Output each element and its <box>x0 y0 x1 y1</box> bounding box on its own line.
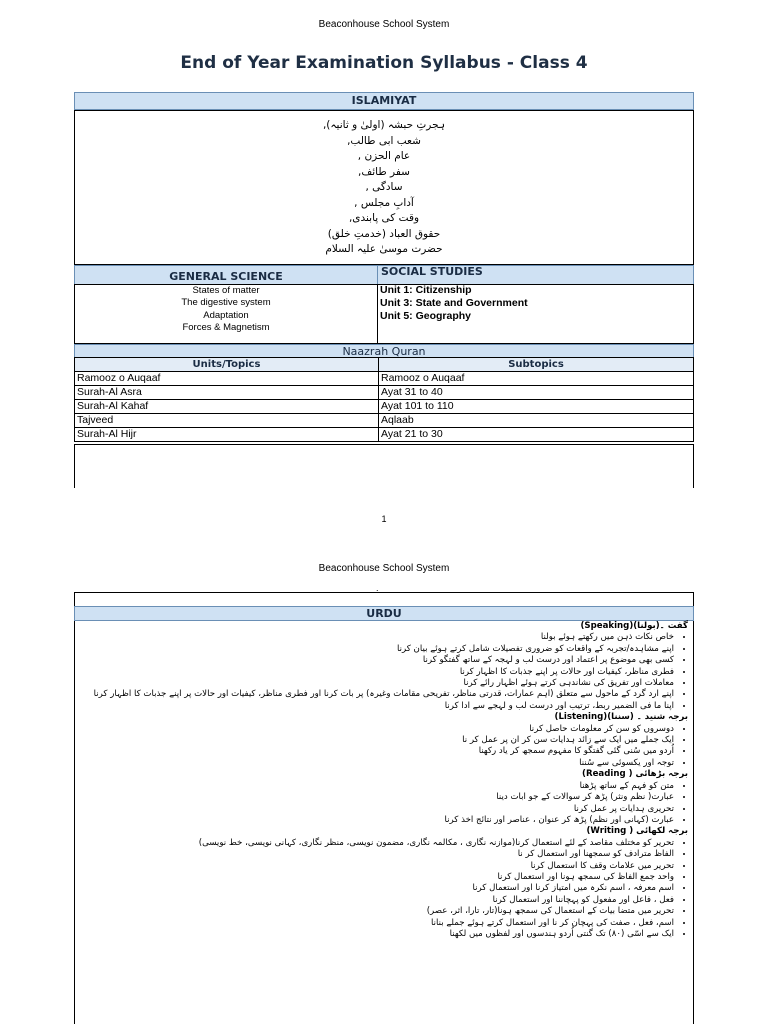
list-item: • توجہ اور یکسوئی سے سُننا <box>76 758 674 769</box>
list-item: • واحد جمع الفاظ کی سمجھ ہونا اور استعمال کرنا <box>76 872 674 883</box>
section-title-reading: برجہ بڑھائی ( Reading) <box>582 769 688 780</box>
list-item: • فطری مناظر، کیفیات اور حالات پر اپنے جذبات کا اظہار کرنا <box>76 667 674 678</box>
urdu-heading: URDU <box>74 606 694 621</box>
list-item: • اسم معرفہ ، اسم نکرہ میں امتیاز کرنا اور استعمال کرنا <box>76 883 674 894</box>
science-topic: Forces & Magnetism <box>182 321 270 333</box>
list-item: • فعل ، فاعل اور مفعول کو پہچاننا اور استعمال کرنا <box>76 895 674 906</box>
table-row <box>75 414 694 428</box>
social-topic: Unit 5: Geography <box>380 310 472 322</box>
table-row <box>75 428 694 442</box>
page-title: End of Year Examination Syllabus - Class 4 <box>180 53 588 73</box>
list-item: • تحریر میں علامات وقف کا استعمال کرنا <box>76 861 674 872</box>
list-item: • عبارت (کہانی اور نظم) پڑھ کر عنوان ، عناصر اور نتائج اخذ کرنا <box>76 815 674 826</box>
list-writing <box>76 838 688 941</box>
section-title-listening: برجہ شنید ۔ (سننا)(Listening) <box>554 712 688 723</box>
islamiyat-topic: ہجرتِ حبشہ (اولیٰ و ثانیہ), <box>322 119 446 131</box>
stray-dot: . <box>376 583 379 593</box>
list-item: • خاص نکات ذہن میں رکھتے ہوئے بولنا <box>76 632 674 643</box>
list-item: • تحریر میں متضا بیات کے استعمال کی سمجھ ہونا(تار، تارا، اثر، عصر) <box>76 906 674 917</box>
school-header: Beaconhouse School System <box>318 563 450 574</box>
table-cell: Surah-Al Kahaf <box>75 400 379 414</box>
list-item: • عبارت( نظم ونثر) پڑھ کر سوالات کے جو ابات دینا <box>76 792 674 803</box>
islamiyat-topic: سفر طائف, <box>358 165 410 178</box>
column-header: Units/Topics <box>75 358 379 372</box>
list-item: • اُردو میں سُنی گئی گفتگو کا مفہوم سمجھ کر یاد رکھنا <box>76 746 674 757</box>
table-row <box>75 372 694 386</box>
list-item: • معاملات اور تفریق کی نشاندہی کرتے ہوئے اظہار رائے کرنا <box>76 678 674 689</box>
science-topic: Adaptation <box>203 309 249 321</box>
social-topics <box>380 284 690 323</box>
school-header: Beaconhouse School System <box>318 19 450 30</box>
table-header-row <box>75 358 694 372</box>
table-row <box>75 400 694 414</box>
table-cell: Aqlaab <box>379 414 694 428</box>
table-cell: Ayat 31 to 40 <box>379 386 694 400</box>
table-cell: Surah-Al Asra <box>75 386 379 400</box>
table-cell: Ayat 101 to 110 <box>379 400 694 414</box>
islamiyat-topic: حضرت موسیٰ علیہ السلام <box>325 243 443 255</box>
science-heading: GENERAL SCIENCE <box>74 265 378 285</box>
table-footer-space <box>74 444 694 488</box>
list-item: • متن کو فہم کے ساتھ پڑھنا <box>76 781 674 792</box>
social-topic: Unit 3: State and Government <box>380 297 528 309</box>
social-heading: SOCIAL STUDIES <box>377 265 694 285</box>
islamiyat-topics <box>74 118 694 258</box>
islamiyat-topic: عام الحزن , <box>357 150 411 162</box>
islamiyat-topic: حقوق العباد (خدمتِ خلق) <box>327 227 441 240</box>
quran-table <box>74 357 694 442</box>
islamiyat-topic: شعب ابی طالب, <box>347 134 421 147</box>
list-item: • تحریری ہدایات پر عمل کرنا <box>76 804 674 815</box>
islamiyat-heading: ISLAMIYAT <box>74 92 694 110</box>
list-item: • دوسروں کو سن کر معلومات حاصل کرنا <box>76 724 674 735</box>
list-item: • ایک سے اسّی (۸۰) تک گنتی اُردو ہندسوں اور لفظوں میں لکھنا <box>76 929 674 940</box>
urdu-syllabus <box>76 621 688 940</box>
science-topic: The digestive system <box>181 297 271 309</box>
list-listening <box>76 724 688 770</box>
islamiyat-topic: سادگی , <box>365 181 403 193</box>
section-title-writing: برجہ لکھائی ( Writing) <box>586 826 688 837</box>
list-speaking <box>76 632 688 712</box>
page-number: 1 <box>381 514 387 524</box>
table-cell: Tajveed <box>75 414 379 428</box>
urdu-top-frame <box>74 592 694 606</box>
islamiyat-topic: آدابِ مجلس , <box>354 196 414 209</box>
column-header: Subtopics <box>379 358 694 372</box>
table-cell: Ramooz o Auqaaf <box>75 372 379 386</box>
list-item: • اپنے ارد گرد کے ماحول سے متعلق (اہم عمارات، قدرتی مناظر، تفریحی مقامات وغیرہ) پر بات کرنا اور فطری مناظر، کیفیات اور حالات پر اپنے جذبات کا اظہار کرنا <box>76 689 674 700</box>
section-title-speaking: گفت ۔(بولنا)(Speaking) <box>580 621 688 631</box>
social-topic: Unit 1: Citizenship <box>380 284 472 296</box>
list-item: • اپنے مشاہدہ/تجربہ کے واقعات کو ضروری تفصیلات شامل کرتے ہوئے بیان کرنا <box>76 644 674 655</box>
science-topic: States of matter <box>192 285 260 296</box>
list-reading <box>76 781 688 827</box>
table-row <box>75 386 694 400</box>
list-item: • تحریر کو مختلف مقاصد کے لئے استعمال کرنا(موازنہ نگاری ، مکالمہ نگاری، مضمون نویسی، منظر نگاری، کہانی نویسی، خط نویسی) <box>76 838 674 849</box>
list-item: • اسم، فعل ، صفت کی پہچان کر نا اور استعمال کرتے ہوئے جملے بنانا <box>76 918 674 929</box>
list-item: • کسی بھی موضوع پر اعتماد اور درست لب و لہجہ کے ساتھ گفتگو کرنا <box>76 655 674 666</box>
table-cell: Ramooz o Auqaaf <box>379 372 694 386</box>
science-topics <box>75 285 377 334</box>
list-item: • ایک جملے میں ایک سے زائد ہدایات سن کر ان پر عمل کر نا <box>76 735 674 746</box>
list-item: • اپنا ما فی الضمیر ربط، ترتیب اور درست لب و لہجے سے ادا کرنا <box>76 701 674 712</box>
list-item: • الفاظ مترادف کو سمجھنا اور استعمال کر نا <box>76 849 674 860</box>
table-cell: Ayat 21 to 30 <box>379 428 694 442</box>
quran-heading: Naazrah Quran <box>74 344 694 358</box>
table-cell: Surah-Al Hijr <box>75 428 379 442</box>
islamiyat-topic: وقت کی پابندی, <box>348 212 420 224</box>
